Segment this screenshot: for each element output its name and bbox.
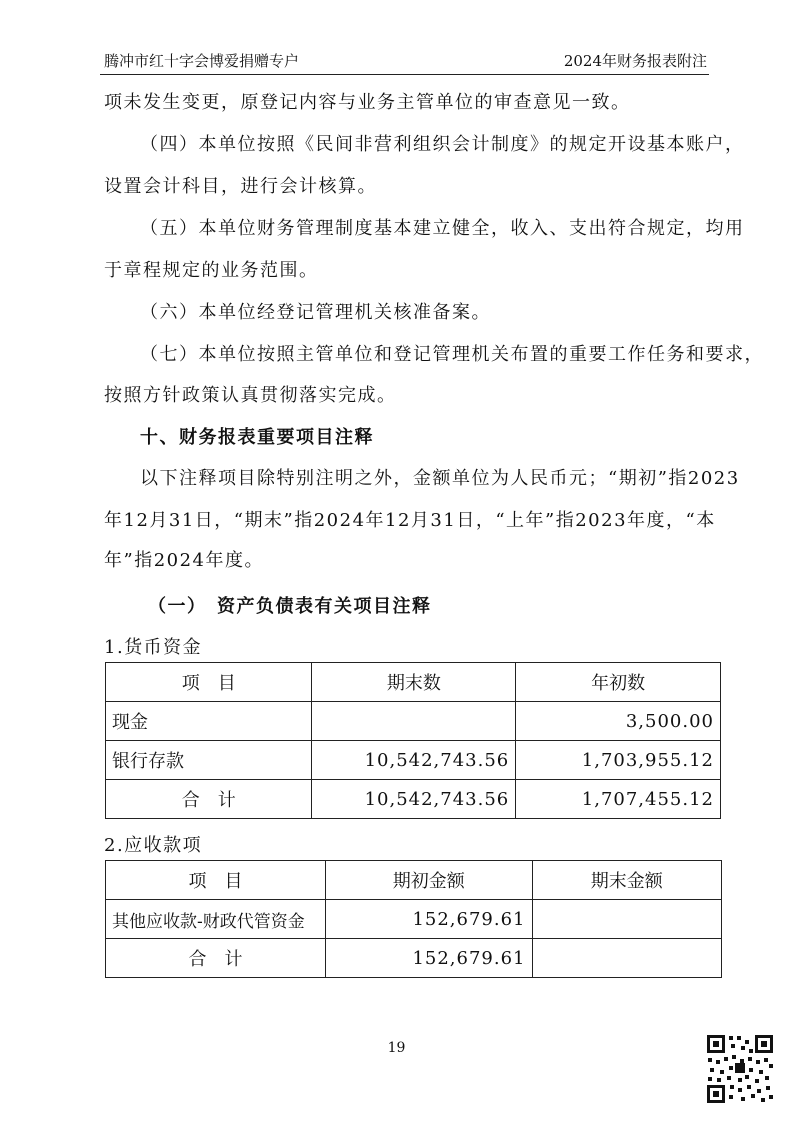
table-row	[106, 741, 721, 780]
paragraph-line: （四）本单位按照《民间非营利组织会计制度》的规定开设基本账户，	[140, 134, 745, 155]
table-cell: 其他应收款-财政代管资金	[106, 900, 326, 939]
table-cell	[312, 702, 516, 741]
table1-title: 1.货币资金	[104, 637, 203, 658]
table-header: 年初数	[516, 663, 721, 702]
paragraph-line: 设置会计科目，进行会计核算。	[104, 176, 377, 197]
qr-code-icon	[705, 1033, 775, 1105]
table-cell: 1,707,455.12	[516, 780, 721, 819]
paragraph-line: （五）本单位财务管理制度基本建立健全，收入、支出符合规定，均用	[140, 218, 745, 239]
table-cell: 3,500.00	[516, 702, 721, 741]
paragraph-line: 年”指2024年度。	[104, 550, 265, 571]
paragraph-line: （七）本单位按照主管单位和登记管理机关布置的重要工作任务和要求，	[140, 344, 764, 365]
paragraph-line: （六）本单位经登记管理机关核准备案。	[140, 302, 491, 323]
table-cell	[532, 900, 721, 939]
subsection-heading: （一） 资产负债表有关项目注释	[148, 596, 432, 617]
header-doc-title: 2024年财务报表附注	[563, 52, 707, 70]
table-header: 期末金额	[532, 861, 721, 900]
table-cell: 合 计	[106, 939, 326, 978]
section-heading: 十、财务报表重要项目注释	[140, 427, 374, 448]
table-cell	[532, 939, 721, 978]
header-rule	[100, 74, 709, 75]
table-cell: 10,542,743.56	[312, 741, 516, 780]
page-number: 19	[387, 1040, 406, 1056]
paragraph-line: 项未发生变更，原登记内容与业务主管单位的审查意见一致。	[104, 92, 631, 113]
cash-table	[105, 662, 721, 819]
header-org-name: 腾冲市红十字会博爱捐赠专户	[104, 52, 300, 70]
table-cell: 152,679.61	[325, 900, 532, 939]
table-header: 期初金额	[325, 861, 532, 900]
table-row	[106, 939, 722, 978]
table-row	[106, 900, 722, 939]
table-cell: 现金	[106, 702, 312, 741]
table-cell: 合 计	[106, 780, 312, 819]
table2-title: 2.应收款项	[104, 835, 203, 856]
table-cell: 1,703,955.12	[516, 741, 721, 780]
table-header: 项 目	[106, 861, 326, 900]
paragraph-line: 年12月31日，“期末”指2024年12月31日，“上年”指2023年度，“本	[104, 510, 716, 531]
receivables-table	[105, 860, 722, 978]
table-cell: 152,679.61	[325, 939, 532, 978]
paragraph-line: 按照方针政策认真贯彻落实完成。	[104, 385, 397, 406]
table-header: 期末数	[312, 663, 516, 702]
table-cell: 银行存款	[106, 741, 312, 780]
table-row	[106, 780, 721, 819]
paragraph-line: 以下注释项目除特别注明之外，金额单位为人民币元；“期初”指2023	[140, 468, 740, 489]
table-row	[106, 702, 721, 741]
table-header: 项 目	[106, 663, 312, 702]
paragraph-line: 于章程规定的业务范围。	[104, 260, 319, 281]
table-cell: 10,542,743.56	[312, 780, 516, 819]
